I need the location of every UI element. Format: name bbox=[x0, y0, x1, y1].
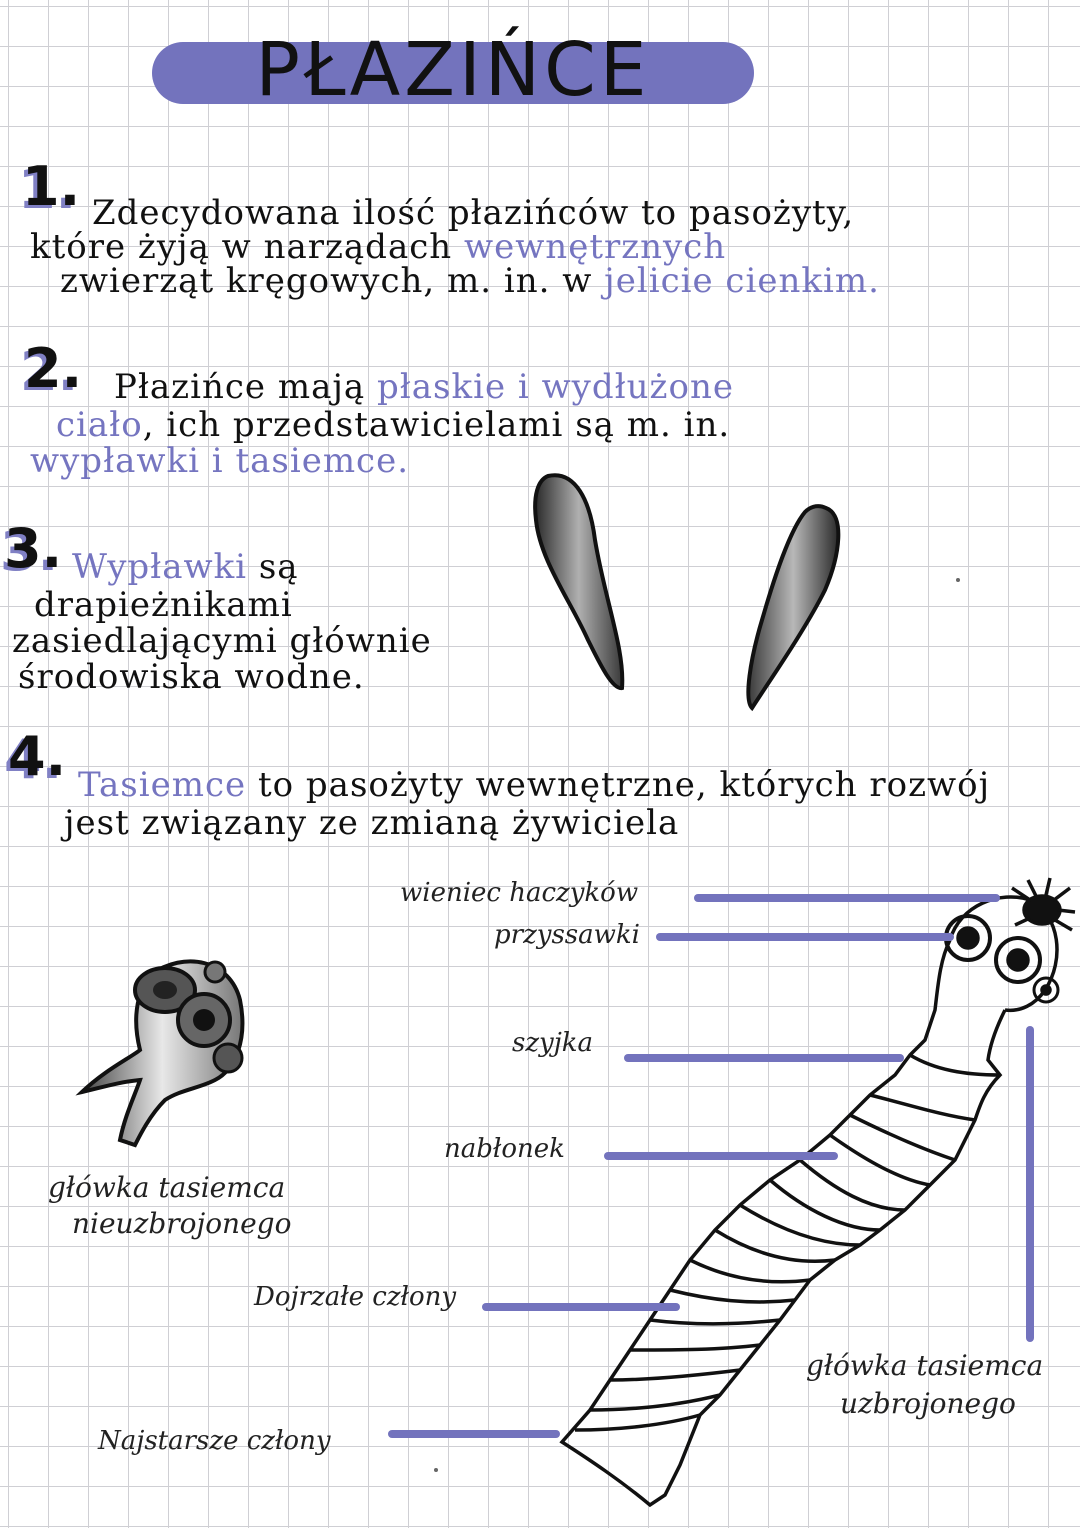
point-1-text: które żyją w narządach bbox=[30, 227, 453, 267]
point-2-highlight-1: płaskie i wydłużone bbox=[376, 367, 734, 407]
point-1-highlight-2: jelicie cienkim. bbox=[604, 261, 880, 301]
label-mature-segments: Dojrzałe człony bbox=[254, 1282, 457, 1312]
label-neck: szyjka bbox=[512, 1028, 594, 1058]
point-2-text-2: , ich przedstawicielami są m. in. bbox=[142, 405, 731, 445]
label-hooks: wieniec haczyków bbox=[400, 878, 639, 908]
point-3-text: są bbox=[258, 547, 299, 587]
point-3-line-2: drapieżnikami bbox=[34, 585, 293, 625]
point-2-line-3: wypławki i tasiemce. bbox=[30, 441, 410, 481]
point-3-number: 3. bbox=[4, 517, 63, 580]
point-1-line-1: Zdecydowana ilość płazińców to pasożyty, bbox=[92, 193, 855, 233]
point-2-text: Płazińce mają bbox=[114, 367, 366, 407]
point-2-highlight-2: ciało bbox=[56, 405, 143, 445]
caption-armed-1: główka tasiemca bbox=[806, 1349, 1044, 1382]
planarian-left bbox=[535, 475, 622, 688]
page-title: PŁAZIŃCE bbox=[255, 27, 651, 113]
unarmed-head-drawing bbox=[82, 961, 242, 1145]
point-3-line-3: zasiedlającymi głównie bbox=[12, 621, 432, 661]
label-oldest-segments: Najstarsze człony bbox=[98, 1426, 331, 1456]
point-2-number: 2. bbox=[24, 337, 83, 400]
point-4-line-2: jest związany ze zmianą żywiciela bbox=[64, 803, 680, 843]
point-3-line-4: środowiska wodne. bbox=[18, 657, 365, 697]
planarian-right bbox=[748, 506, 838, 708]
point-4-number: 4. bbox=[8, 725, 67, 788]
point-1-highlight-1: wewnętrznych bbox=[463, 227, 727, 267]
point-4-text: to pasożyty wewnętrzne, których rozwój bbox=[257, 765, 991, 805]
point-1-number: 1. bbox=[22, 155, 81, 218]
caption-unarmed-1: główka tasiemca bbox=[48, 1171, 286, 1204]
point-1-text-2: zwierząt kręgowych, m. in. w bbox=[60, 261, 593, 301]
point-4-highlight: Tasiemce bbox=[78, 765, 247, 805]
point-3-highlight: Wypławki bbox=[72, 547, 248, 587]
label-suckers: przyssawki bbox=[494, 920, 640, 950]
caption-armed-2: uzbrojonego bbox=[840, 1387, 1016, 1420]
caption-unarmed-2: nieuzbrojonego bbox=[72, 1207, 292, 1240]
label-epithelium: nabłonek bbox=[444, 1134, 565, 1164]
